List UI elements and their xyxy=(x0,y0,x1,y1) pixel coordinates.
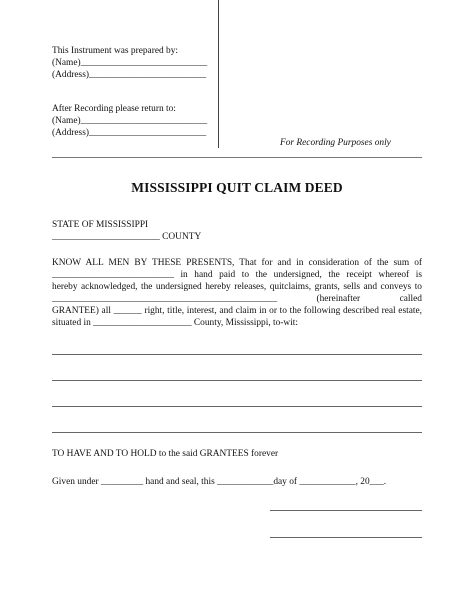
state-label: STATE OF MISSISSIPPI xyxy=(52,220,149,230)
signature-line[interactable] xyxy=(270,510,422,511)
body-line-2[interactable]: __________________________ in hand paid to the undersigned, the receipt whereof is xyxy=(52,270,422,280)
body-line-1: KNOW ALL MEN BY THESE PRESENTS, That for and in consideration of the sum of xyxy=(52,258,422,268)
description-line[interactable] xyxy=(52,380,422,381)
body-line-6[interactable]: situated in _____________________ County, Mississippi, to-wit: xyxy=(52,318,299,328)
return-to-address-field[interactable]: (Address)_________________________ xyxy=(52,128,207,138)
body-line-4[interactable]: ________________________________________________ (hereinafter called xyxy=(52,294,422,304)
recording-note: For Recording Purposes only xyxy=(280,138,391,148)
description-line[interactable] xyxy=(52,406,422,407)
header-rule xyxy=(52,157,422,158)
signature-line[interactable] xyxy=(270,537,422,538)
header-divider xyxy=(218,0,219,148)
prepared-by-heading: This Instrument was prepared by: xyxy=(52,46,179,56)
return-to-name-field[interactable]: (Name)___________________________ xyxy=(52,116,208,126)
description-line[interactable] xyxy=(52,432,422,433)
return-to-heading: After Recording please return to: xyxy=(52,104,176,114)
prepared-by-address-field[interactable]: (Address)_________________________ xyxy=(52,70,207,80)
county-field[interactable]: _______________________ COUNTY xyxy=(52,232,202,242)
given-under-line[interactable]: Given under _________ hand and seal, this ____________day of ____________, 20___. xyxy=(52,477,387,487)
document-title: MISSISSIPPI QUIT CLAIM DEED xyxy=(131,180,343,195)
prepared-by-name-field[interactable]: (Name)___________________________ xyxy=(52,58,208,68)
body-line-5[interactable]: GRANTEE) all ______ right, title, interest, and claim in or to the following described real estate, xyxy=(52,306,422,316)
body-line-3: hereby acknowledged, the undersigned hereby releases, quitclaims, grants, sells and conveys to xyxy=(52,282,422,292)
habendum-clause: TO HAVE AND TO HOLD to the said GRANTEES forever xyxy=(52,449,279,459)
description-line[interactable] xyxy=(52,354,422,355)
